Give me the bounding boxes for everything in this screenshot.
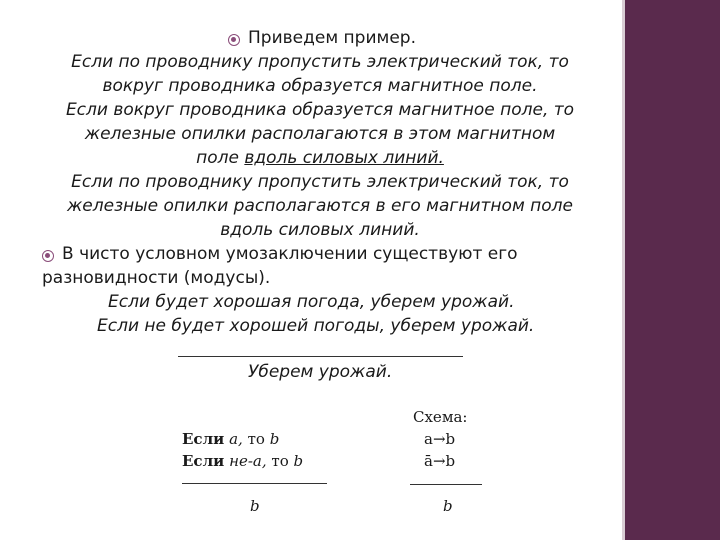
formula-left-rule	[182, 483, 327, 484]
bullet-icon	[228, 34, 240, 46]
formula-if-2: Если	[182, 452, 225, 470]
formula-then-1: то	[247, 430, 265, 448]
example1-line-5-prefix: поле	[196, 148, 239, 168]
formula-left-line-2	[182, 452, 303, 470]
formula-if-1: Если	[182, 430, 225, 448]
example1-line-8: вдоль силовых линий.	[220, 220, 420, 240]
example1-line-4: железные опилки располагаются в этом магнитном	[84, 124, 556, 144]
scheme-line-2: ā→b	[424, 452, 456, 470]
formula-left-result: b	[250, 497, 260, 515]
formula-then-2: то	[271, 452, 289, 470]
example1-line-3: Если вокруг проводника образуется магнитное поле, то	[65, 100, 575, 120]
example1-line-5	[0, 147, 640, 169]
example2-line-1: Если будет хорошая погода, уберем урожай.	[108, 292, 515, 312]
example2-line-2: Если не будет хорошей погоды, уберем урожай.	[97, 316, 535, 336]
example1-line-5-underlined: вдоль силовых линий.	[244, 148, 444, 168]
example1-line-7: железные опилки располагаются в его магнитном поле	[66, 196, 574, 216]
bullet-text-2-line-1: В чисто условном умозаключении существуют его	[62, 244, 518, 264]
example1-line-2: вокруг проводника образуется магнитное поле.	[102, 76, 538, 96]
formula-var-b: b	[269, 430, 280, 448]
formula-left-line-1	[182, 430, 279, 448]
example1-line-1: Если по проводнику пропустить электрический ток, то	[71, 52, 569, 72]
bullet-text-2-line-2: разновидности (модусы).	[42, 268, 271, 288]
formula-var-a: a,	[229, 430, 243, 448]
scheme-rule	[410, 484, 482, 485]
example1-line-6: Если по проводнику пропустить электрический ток, то	[71, 172, 569, 192]
formula-var-b: b	[293, 452, 304, 470]
scheme-line-1: a→b	[424, 430, 456, 448]
scheme-title: Схема:	[413, 408, 468, 426]
formula-var-not-a: не-a,	[229, 452, 267, 470]
bullet-icon	[42, 250, 54, 262]
bullet-text-1: Приведем пример.	[248, 28, 416, 48]
scheme-result: b	[443, 497, 453, 515]
example2-conclusion: Уберем урожай.	[248, 362, 393, 382]
conclusion-rule	[178, 356, 463, 357]
